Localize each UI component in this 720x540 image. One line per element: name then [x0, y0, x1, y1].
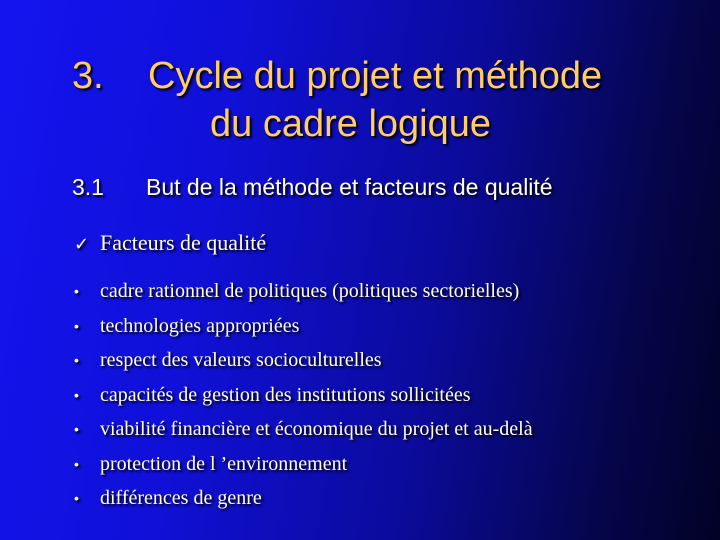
title-line-1 — [72, 52, 602, 100]
list-item-text: différences de genre — [100, 487, 262, 509]
title-text-1: Cycle du projet et méthode — [148, 55, 603, 97]
list-item — [74, 481, 533, 516]
list-item-text: protection de l ’environnement — [100, 452, 348, 475]
list-item — [74, 412, 533, 447]
slide-title — [72, 52, 602, 148]
bullet-icon: • — [74, 455, 79, 472]
section-number: 3.1 — [72, 174, 104, 200]
checkmark-icon: ✓ — [74, 234, 90, 255]
list-item-text: viabilité financière et économique du projet et au-delà — [100, 418, 533, 440]
bullet-icon: • — [74, 283, 79, 299]
checked-item — [74, 228, 266, 260]
title-number: 3. — [72, 55, 104, 97]
list-item — [74, 343, 533, 378]
list-item-text: capacités de gestion des institutions sollicitées — [100, 383, 471, 406]
bullet-icon: • — [74, 317, 79, 334]
list-item — [74, 274, 533, 309]
bullet-icon: • — [74, 490, 79, 506]
section-title: But de la méthode et facteurs de qualité — [146, 174, 553, 200]
list-item-text: technologies appropriées — [100, 314, 300, 337]
bullet-icon: • — [74, 421, 79, 437]
title-line-2: du cadre logique — [210, 103, 491, 145]
checked-item-label: Facteurs de qualité — [100, 230, 267, 255]
list-item-text: cadre rationnel de politiques (politiques sectorielles) — [100, 280, 520, 302]
list-item — [74, 447, 533, 482]
list-item-text: respect des valeurs socioculturelles — [100, 349, 382, 371]
bullet-icon: • — [74, 352, 79, 368]
list-item — [74, 309, 533, 344]
bullet-list — [74, 274, 533, 516]
section-heading — [72, 172, 553, 202]
list-item — [74, 378, 533, 413]
bullet-icon: • — [74, 386, 79, 403]
